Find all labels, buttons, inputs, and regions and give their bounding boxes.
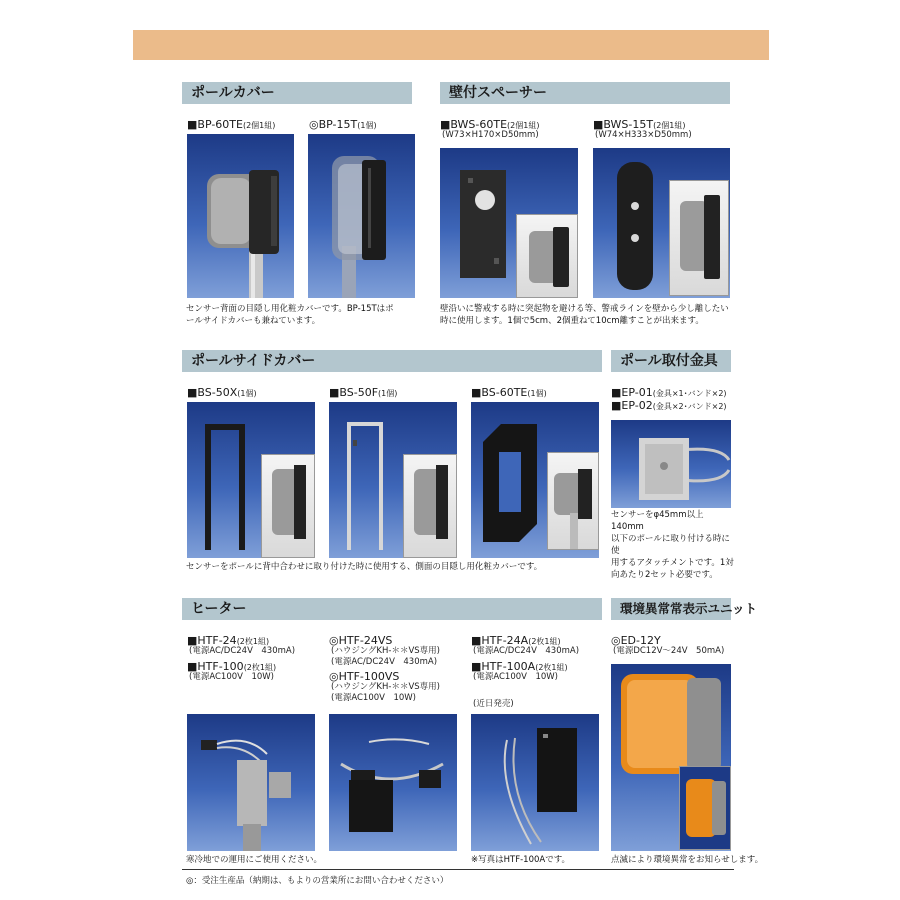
spec-htf-24a: (電源AC/DC24V 430mA) <box>473 646 580 656</box>
product-photo-bs-50f <box>329 402 457 558</box>
model-ep-02: ■EP-02(金具×2･バンド×2) <box>611 399 727 412</box>
model-htf-100: ■HTF-100(2枚1組) <box>187 660 277 673</box>
model-htf-24a: ■HTF-24A(2枚1組) <box>471 634 561 647</box>
product-photo-ed-12y <box>611 664 731 851</box>
caption-pole-side-cover: センサーをポールに背中合わせに取り付けた時に使用する、側面の目隠し用化粧カバーです。 <box>186 562 543 572</box>
model-bp-15t: ◎BP-15T(1個) <box>309 118 377 131</box>
product-photo-htf-100a <box>471 714 599 851</box>
model-ep-01: ■EP-01(金具×1･バンド×2) <box>611 386 727 399</box>
spec-bws-60te: (W73×H170×D50mm) <box>442 130 539 140</box>
spec-htf-100a: (電源AC100V 10W) <box>473 672 558 682</box>
spec-ed-12y: (電源DC12V〜24V 50mA) <box>613 646 725 656</box>
inset-photo-ed-12y <box>679 766 731 850</box>
section-title-wall-spacer: 壁付スペーサー <box>440 82 730 104</box>
model-bws-60te: ■BWS-60TE(2個1組) <box>440 118 540 131</box>
header-band <box>133 30 769 60</box>
product-photo-htf-100 <box>187 714 315 851</box>
model-htf-100a: ■HTF-100A(2枚1組) <box>471 660 568 673</box>
model-bp-60te: ■BP-60TE(2個1組) <box>187 118 276 131</box>
model-bs-50x: ■BS-50X(1個) <box>187 386 257 399</box>
footer-rule <box>182 869 734 870</box>
caption-pole-bracket: センサーをφ45mm以上140mm 以下のポールに取り付ける時に使 用するアタッチメントです。1対 向あたり2セット必要です。 <box>611 510 734 580</box>
inset-photo-bws-60te <box>516 214 578 298</box>
product-photo-bws-15t <box>593 148 730 298</box>
inset-photo-bs-60te <box>547 452 599 550</box>
spec-htf-24vs-power: (電源AC/DC24V 430mA) <box>331 657 438 667</box>
inset-photo-bs-50x <box>261 454 315 558</box>
spec-htf-100vs-housing: (ハウジングKH-＊＊VS専用) <box>331 682 440 692</box>
spec-htf-24vs-housing: (ハウジングKH-＊＊VS専用) <box>331 646 440 656</box>
inset-photo-bws-15t <box>669 180 729 296</box>
product-photo-bws-60te <box>440 148 578 298</box>
caption-pole-cover: センサー背面の目隠し用化粧カバーです。BP-15Tはポ ールサイドカバーも兼ねています。 <box>186 304 394 326</box>
caption-env-unit: 点滅により環境異常をお知らせします。 <box>611 855 764 865</box>
model-bs-60te: ■BS-60TE(1個) <box>471 386 547 399</box>
model-bs-50f: ■BS-50F(1個) <box>329 386 398 399</box>
section-title-pole-bracket: ポール取付金具 <box>611 350 731 372</box>
spec-htf-100: (電源AC100V 10W) <box>189 672 274 682</box>
section-title-pole-side-cover: ポールサイドカバー <box>182 350 602 372</box>
section-title-pole-cover: ポールカバー <box>182 82 412 104</box>
spec-htf-100vs-power: (電源AC100V 10W) <box>331 693 416 703</box>
footer-note: ◎：受注生産品（納期は、もよりの営業所にお問い合わせください） <box>186 876 449 886</box>
section-title-heater: ヒーター <box>182 598 602 620</box>
product-photo-bs-50x <box>187 402 315 558</box>
product-photo-htf-24vs <box>329 714 457 851</box>
model-htf-24: ■HTF-24(2枚1組) <box>187 634 270 647</box>
model-ed-12y: ◎ED-12Y <box>611 634 661 647</box>
inset-photo-bs-50f <box>403 454 457 558</box>
caption-heater-photo-note: ※写真はHTF-100Aです。 <box>471 855 571 865</box>
model-htf-100vs: ◎HTF-100VS <box>329 670 400 683</box>
coming-soon-label: (近日発売) <box>473 699 514 709</box>
model-bws-15t: ■BWS-15T(2個1組) <box>593 118 686 131</box>
product-photo-ep <box>611 420 731 508</box>
product-photo-bp-60te <box>187 134 294 298</box>
spec-htf-24: (電源AC/DC24V 430mA) <box>189 646 296 656</box>
spec-bws-15t: (W74×H333×D50mm) <box>595 130 692 140</box>
model-htf-24vs: ◎HTF-24VS <box>329 634 393 647</box>
product-photo-bs-60te <box>471 402 599 558</box>
caption-heater: 寒冷地での運用にご使用ください。 <box>186 855 323 865</box>
caption-wall-spacer: 壁沿いに警戒する時に突起物を避ける等、警戒ラインを壁から少し離したい 時に使用します。1個で5cm、2個重ねて10cm離すことが出来ます。 <box>440 304 729 326</box>
product-photo-bp-15t <box>308 134 415 298</box>
section-title-env-unit: 環境異常常表示ユニット <box>611 598 731 620</box>
